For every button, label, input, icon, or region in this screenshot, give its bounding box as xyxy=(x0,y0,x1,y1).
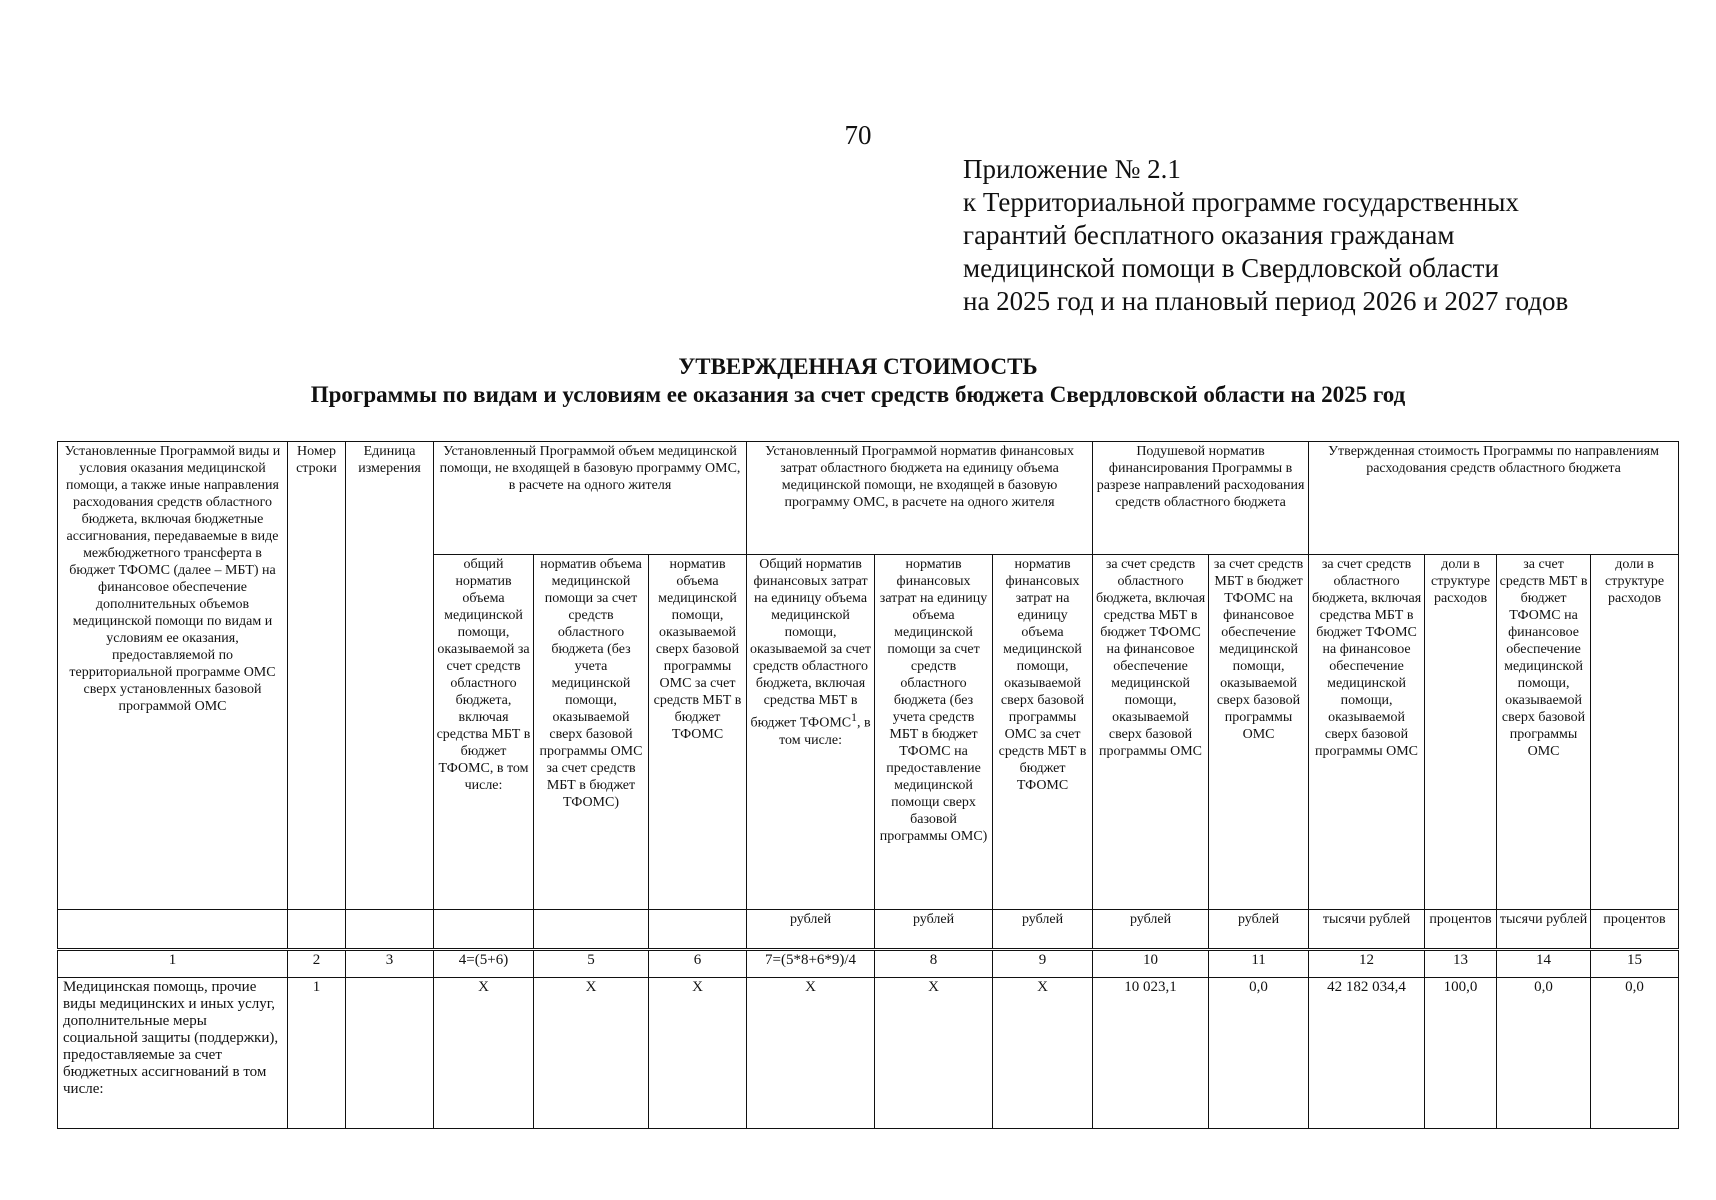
column-number-cell: 15 xyxy=(1591,950,1679,978)
header-col-2: Номер строки xyxy=(288,442,346,910)
unit-cell xyxy=(288,910,346,950)
column-number-cell: 10 xyxy=(1093,950,1209,978)
row-number: 1 xyxy=(288,978,346,1129)
column-number-row xyxy=(58,950,1679,978)
column-number-cell: 5 xyxy=(534,950,649,978)
units-row xyxy=(58,910,1679,950)
header-col-3: Единица измерения xyxy=(346,442,434,910)
column-number-cell: 14 xyxy=(1497,950,1591,978)
header-col-4: общий норматив объема медицинской помощи, оказываемой за счет средств областного бюджета, включая средства МБТ в бюджет ТФОМС, в том числе: xyxy=(434,555,534,910)
column-number-cell: 2 xyxy=(288,950,346,978)
appendix-caption xyxy=(963,153,1568,318)
header-col-7 xyxy=(747,555,875,910)
header-col-5: норматив объема медицинской помощи за счет средств областного бюджета (без учета медицинской помощи, оказываемой сверх базовой программы ОМС за счет средств МБТ в бюджет ТФОМС) xyxy=(534,555,649,910)
column-number-cell: 8 xyxy=(875,950,993,978)
header-group-percapita: Подушевой норматив финансирования Программы в разрезе направлений расходования средств областного бюджета xyxy=(1093,442,1309,555)
header-col-8: норматив финансовых затрат на единицу объема медицинской помощи за счет средств областного бюджета (без учета средств МБТ в бюджет ТФОМС на предоставление медицинской помощи сверх базовой программы ОМС) xyxy=(875,555,993,910)
row-unit xyxy=(346,978,434,1129)
appendix-line-5: на 2025 год и на плановый период 2026 и 2027 годов xyxy=(963,286,1569,316)
cell-col-5: Х xyxy=(534,978,649,1129)
header-col-7-text: Общий норматив финансовых затрат на единицу объема медицинской помощи, оказываемой за счет средств областного бюджета, включая средства МБТ в бюджет ТФОМС xyxy=(750,557,872,731)
header-col-14: за счет средств МБТ в бюджет ТФОМС на финансовое обеспечение медицинской помощи, оказываемой сверх базовой программы ОМС xyxy=(1497,555,1591,910)
header-col-11: за счет средств МБТ в бюджет ТФОМС на финансовое обеспечение медицинской помощи, оказываемой сверх базовой программы ОМС xyxy=(1209,555,1309,910)
unit-cell xyxy=(346,910,434,950)
column-number-cell: 11 xyxy=(1209,950,1309,978)
unit-cell xyxy=(434,910,534,950)
header-col-6: норматив объема медицинской помощи, оказываемой сверх базовой программы ОМС за счет средств МБТ в бюджет ТФОМС xyxy=(649,555,747,910)
unit-cell xyxy=(649,910,747,950)
unit-cell: рублей xyxy=(875,910,993,950)
cell-col-4: Х xyxy=(434,978,534,1129)
cell-col-14: 0,0 xyxy=(1497,978,1591,1129)
cell-col-9: Х xyxy=(993,978,1093,1129)
column-number-cell: 12 xyxy=(1309,950,1425,978)
column-number-cell: 4=(5+6) xyxy=(434,950,534,978)
header-group-norm: Установленный Программой норматив финансовых затрат областного бюджета на единицу объема медицинской помощи, не входящей в базовую программу ОМС, в расчете на одного жителя xyxy=(747,442,1093,555)
column-number-cell: 7=(5*8+6*9)/4 xyxy=(747,950,875,978)
row-label: Медицинская помощь, прочие виды медицинских и иных услуг, дополнительные меры социальной защиты (поддержки), предоставляемые за счет бюджетных ассигнований в том числе: xyxy=(58,978,288,1129)
header-group-cost: Утвержденная стоимость Программы по направлениям расходования средств областного бюджета xyxy=(1309,442,1679,555)
unit-cell: тысячи рублей xyxy=(1309,910,1425,950)
appendix-line-2: к Территориальной программе государственных xyxy=(963,187,1519,217)
document-title: УТВЕРЖДЕННАЯ СТОИМОСТЬ xyxy=(678,354,1038,379)
cell-col-15: 0,0 xyxy=(1591,978,1679,1129)
unit-cell: рублей xyxy=(993,910,1093,950)
document-subtitle: Программы по видам и условиям ее оказания за счет средств бюджета Свердловской области на 2025 год xyxy=(310,382,1406,407)
table-row xyxy=(58,978,1679,1129)
column-number-cell: 6 xyxy=(649,950,747,978)
column-number-cell: 3 xyxy=(346,950,434,978)
header-col-12: за счет средств областного бюджета, включая средства МБТ в бюджет ТФОМС на финансовое обеспечение медицинской помощи, оказываемой сверх базовой программы ОМС xyxy=(1309,555,1425,910)
footnote-marker: 1 xyxy=(851,711,857,724)
appendix-line-3: гарантий бесплатного оказания гражданам xyxy=(963,220,1455,250)
header-col-1: Установленные Программой виды и условия оказания медицинской помощи, а также иные направления расходования средств областного бюджета, включая бюджетные ассигнования, передаваемые в виде межбюджетного трансферта в бюджет ТФОМС (далее – МБТ) на финансовое обеспечение дополнительных объемов медицинской помощи по видам и условиям ее оказания, предоставляемой по территориальной программе ОМС сверх установленных базовой программой ОМС xyxy=(58,442,288,910)
unit-cell: рублей xyxy=(1209,910,1309,950)
cost-table xyxy=(57,441,1679,1129)
column-number-cell: 13 xyxy=(1425,950,1497,978)
cell-col-7: Х xyxy=(747,978,875,1129)
header-col-10: за счет средств областного бюджета, включая средства МБТ в бюджет ТФОМС на финансовое обеспечение медицинской помощи, оказываемой сверх базовой программы ОМС xyxy=(1093,555,1209,910)
cell-col-12: 42 182 034,4 xyxy=(1309,978,1425,1129)
cell-col-11: 0,0 xyxy=(1209,978,1309,1129)
unit-cell: процентов xyxy=(1425,910,1497,950)
header-group-volume: Установленный Программой объем медицинской помощи, не входящей в базовую программу ОМС, в расчете на одного жителя xyxy=(434,442,747,555)
cell-col-6: Х xyxy=(649,978,747,1129)
header-col-13: доли в структуре расходов xyxy=(1425,555,1497,910)
column-number-cell: 1 xyxy=(58,950,288,978)
unit-cell: тысячи рублей xyxy=(1497,910,1591,950)
unit-cell: процентов xyxy=(1591,910,1679,950)
unit-cell: рублей xyxy=(747,910,875,950)
header-col-15: доли в структуре расходов xyxy=(1591,555,1679,910)
appendix-line-4: медицинской помощи в Свердловской области xyxy=(963,253,1499,283)
cell-col-13: 100,0 xyxy=(1425,978,1497,1129)
column-number-cell: 9 xyxy=(993,950,1093,978)
page-number: 70 xyxy=(844,120,872,150)
header-row-groups xyxy=(58,442,1679,555)
unit-cell xyxy=(58,910,288,950)
header-col-7-tail: , в том числе: xyxy=(779,715,871,748)
cell-col-10: 10 023,1 xyxy=(1093,978,1209,1129)
unit-cell xyxy=(534,910,649,950)
cell-col-8: Х xyxy=(875,978,993,1129)
header-col-9: норматив финансовых затрат на единицу объема медицинской помощи, оказываемой сверх базовой программы ОМС за счет средств МБТ в бюджет ТФОМС xyxy=(993,555,1093,910)
appendix-line-1: Приложение № 2.1 xyxy=(963,154,1181,184)
unit-cell: рублей xyxy=(1093,910,1209,950)
